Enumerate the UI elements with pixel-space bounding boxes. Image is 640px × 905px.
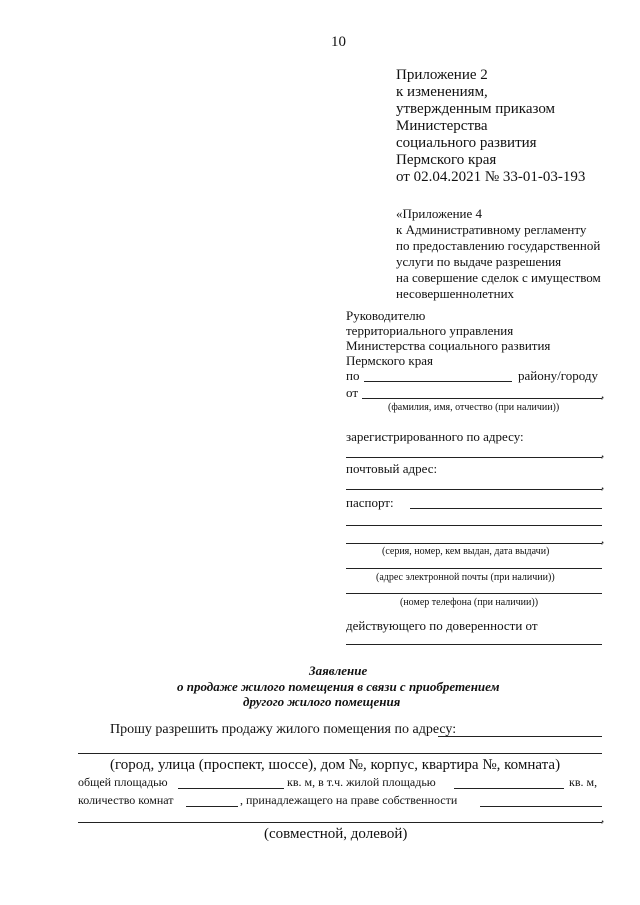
from-label: от bbox=[346, 385, 359, 400]
district-field[interactable] bbox=[364, 381, 512, 382]
sqm-label: кв. м, bbox=[569, 775, 598, 789]
email-field[interactable] bbox=[346, 568, 602, 569]
appendix-2-line: утвержденным приказом bbox=[396, 101, 556, 117]
registered-field[interactable] bbox=[346, 457, 602, 458]
postal-label: почтовый адрес: bbox=[346, 461, 438, 476]
total-area-label: общей площадью bbox=[78, 775, 168, 789]
addressee-line: Министерства социального развития bbox=[346, 338, 551, 353]
passport-label: паспорт: bbox=[346, 495, 394, 510]
postal-field[interactable] bbox=[346, 489, 602, 490]
appendix-2-line: социального развития bbox=[396, 135, 537, 151]
appendix-4-line: по предоставлению государственной bbox=[396, 238, 601, 253]
proxy-label: действующего по доверенности от bbox=[346, 618, 538, 633]
appendix-4-line: услуги по выдаче разрешения bbox=[396, 254, 562, 269]
ownership-type-field[interactable] bbox=[78, 822, 602, 823]
appendix-4-line: к Административному регламенту bbox=[396, 222, 587, 237]
from-field[interactable] bbox=[362, 398, 602, 399]
comma: , bbox=[601, 477, 605, 492]
appendix-2-line: Пермского края bbox=[396, 152, 497, 168]
total-area-field[interactable] bbox=[178, 788, 284, 789]
appendix-4-line: «Приложение 4 bbox=[396, 206, 483, 221]
addressee-block bbox=[346, 308, 550, 368]
sqm-including-label: кв. м, в т.ч. жилой площадью bbox=[287, 775, 436, 789]
appendix-2-line: к изменениям, bbox=[396, 84, 488, 100]
owned-label: , принадлежащего на праве собственности bbox=[240, 793, 458, 807]
page-number: 10 bbox=[331, 34, 346, 50]
request-text: Прошу разрешить продажу жилого помещения по адресу: bbox=[110, 722, 457, 737]
comma: , bbox=[601, 531, 605, 546]
district-label: району/городу bbox=[518, 368, 599, 383]
rooms-field[interactable] bbox=[186, 806, 238, 807]
statement-subtitle: о продаже жилого помещения в связи с приобретением bbox=[177, 679, 500, 694]
address-caption: (город, улица (проспект, шоссе), дом №, корпус, квартира №, комната) bbox=[110, 757, 561, 773]
address-field[interactable] bbox=[438, 736, 602, 737]
phone-caption: (номер телефона (при наличии)) bbox=[400, 597, 539, 608]
appendix-2-block bbox=[396, 67, 585, 186]
address-field-2[interactable] bbox=[78, 753, 602, 754]
passport-field-2[interactable] bbox=[346, 525, 602, 526]
comma: , bbox=[601, 810, 605, 825]
fio-caption: (фамилия, имя, отчество (при наличии)) bbox=[388, 402, 560, 413]
comma: , bbox=[601, 445, 605, 460]
addressee-line: Руководителю bbox=[346, 308, 426, 323]
rooms-label: количество комнат bbox=[78, 793, 174, 807]
statement-subtitle: другого жилого помещения bbox=[243, 694, 401, 709]
passport-field-3[interactable] bbox=[346, 543, 602, 544]
statement-title: Заявление bbox=[309, 663, 368, 678]
passport-field[interactable] bbox=[410, 508, 602, 509]
living-area-field[interactable] bbox=[454, 788, 564, 789]
registered-label: зарегистрированного по адресу: bbox=[346, 429, 524, 444]
passport-caption: (серия, номер, кем выдан, дата выдачи) bbox=[382, 546, 550, 557]
phone-field[interactable] bbox=[346, 593, 602, 594]
email-caption: (адрес электронной почты (при наличии)) bbox=[376, 572, 555, 583]
proxy-field[interactable] bbox=[346, 644, 602, 645]
appendix-2-line: от 02.04.2021 № 33-01-03-193 bbox=[396, 169, 586, 185]
ownership-field[interactable] bbox=[480, 806, 602, 807]
appendix-2-line: Приложение 2 bbox=[396, 67, 488, 83]
ownership-caption: (совместной, долевой) bbox=[264, 826, 408, 842]
addressee-line: территориального управления bbox=[346, 323, 514, 338]
appendix-4-block bbox=[396, 206, 601, 302]
appendix-4-line: несовершеннолетних bbox=[396, 286, 515, 301]
po-label: по bbox=[346, 368, 360, 383]
comma: , bbox=[601, 386, 605, 401]
appendix-2-line: Министерства bbox=[396, 118, 488, 134]
addressee-line: Пермского края bbox=[346, 353, 433, 368]
appendix-4-line: на совершение сделок с имуществом bbox=[396, 270, 601, 285]
